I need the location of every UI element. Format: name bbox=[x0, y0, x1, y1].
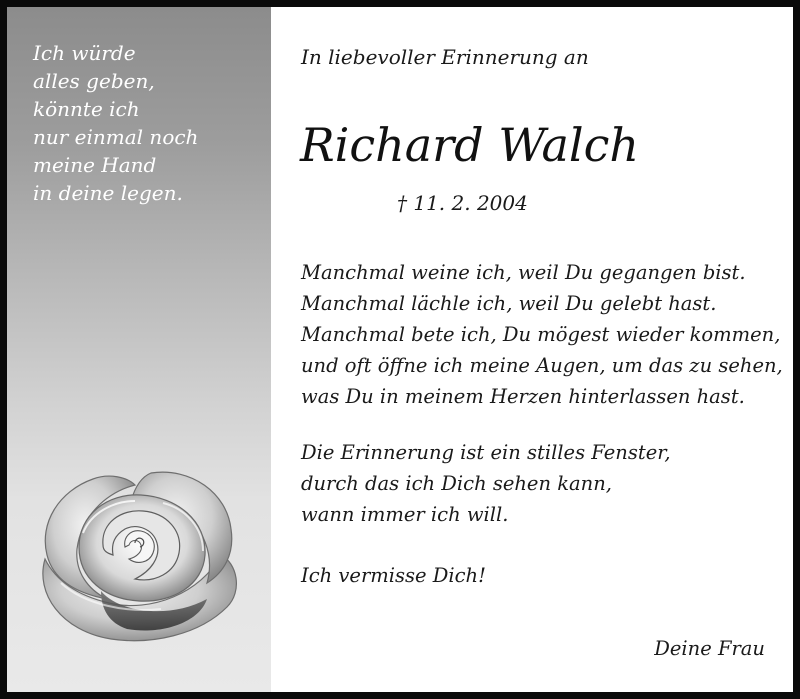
side-verse-line: meine Hand bbox=[33, 153, 157, 177]
side-verse-line: in deine legen. bbox=[33, 181, 183, 205]
side-panel bbox=[7, 7, 271, 692]
poem-stanza-2 bbox=[301, 437, 671, 530]
closing-line: Ich vermisse Dich! bbox=[301, 564, 486, 587]
side-verse bbox=[33, 39, 198, 207]
poem-line: was Du in meinem Herzen hinterlassen hast. bbox=[301, 385, 745, 408]
poem-stanza-1 bbox=[301, 257, 783, 412]
signature: Deine Frau bbox=[654, 637, 765, 660]
poem-line: und oft öffne ich meine Augen, um das zu sehen, bbox=[301, 354, 783, 377]
side-verse-line: nur einmal noch bbox=[33, 125, 199, 149]
poem-line: Manchmal weine ich, weil Du gegangen bist. bbox=[301, 261, 746, 284]
poem-line: Manchmal bete ich, Du mögest wieder kommen, bbox=[301, 323, 781, 346]
poem-line: Die Erinnerung ist ein stilles Fenster, bbox=[301, 441, 671, 464]
deceased-name: Richard Walch bbox=[300, 118, 640, 172]
side-verse-line: Ich würde bbox=[33, 41, 136, 65]
intro-text: In liebevoller Erinnerung an bbox=[301, 45, 589, 69]
poem-line: Manchmal lächle ich, weil Du gelebt hast. bbox=[301, 292, 717, 315]
rose-icon bbox=[31, 463, 243, 647]
poem-line: wann immer ich will. bbox=[301, 503, 509, 526]
poem-line: durch das ich Dich sehen kann, bbox=[301, 472, 612, 495]
side-verse-line: könnte ich bbox=[33, 97, 140, 121]
side-verse-line: alles geben, bbox=[33, 69, 155, 93]
death-date: † 11. 2. 2004 bbox=[397, 191, 528, 215]
